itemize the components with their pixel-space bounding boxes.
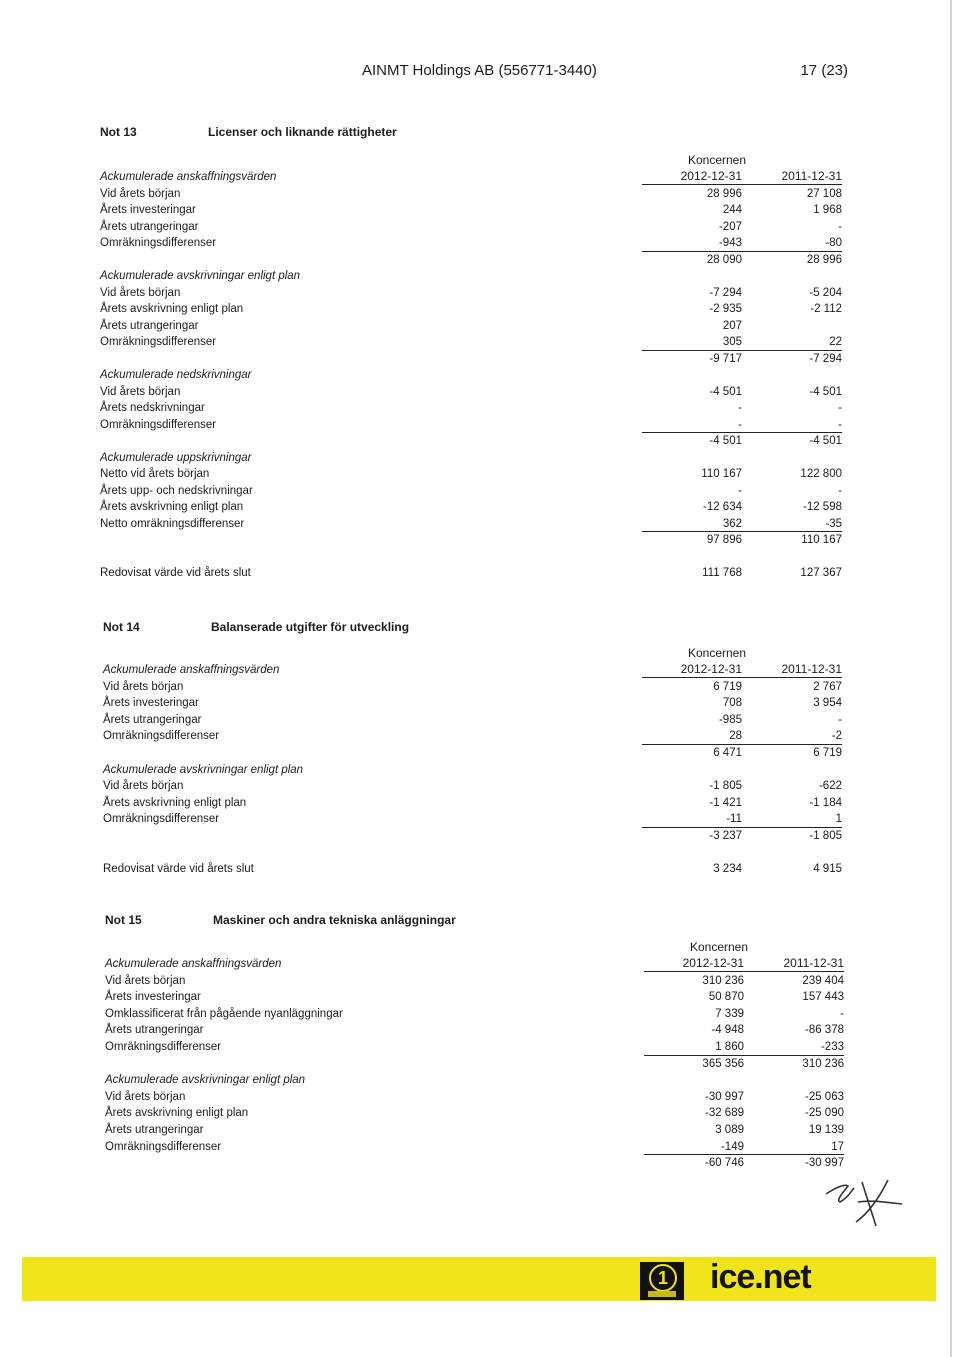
- row-label: Ackumulerade anskaffningsvärden: [100, 171, 277, 183]
- section-heading: [105, 1072, 844, 1089]
- row-label: Netto omräkningsdifferenser: [100, 517, 245, 530]
- subtotal-rule: [642, 531, 842, 532]
- brand-logo-text: ice.net: [710, 1258, 811, 1296]
- value-current-year: -: [738, 484, 742, 497]
- value-current-year: -207: [718, 220, 742, 233]
- row-label: Omräkningsdifferenser: [103, 730, 220, 743]
- table-row: [105, 1056, 844, 1073]
- row-label: Årets investeringar: [105, 991, 201, 1004]
- value-prior-year: -: [838, 484, 842, 497]
- note-title: Maskiner och andra tekniska anläggningar: [213, 913, 456, 927]
- row-label: Omräkningsdifferenser: [105, 1140, 222, 1153]
- table-row: [105, 1122, 844, 1139]
- value-current-year: 3 234: [713, 863, 742, 876]
- table-row: [100, 219, 842, 236]
- value-current-year: -30 997: [704, 1090, 744, 1103]
- value-prior-year: 6 719: [813, 747, 842, 759]
- value-current-year: 6 719: [713, 680, 742, 693]
- value-current-year: 28: [729, 730, 742, 743]
- value-prior-year: 110 167: [801, 534, 842, 546]
- value-prior-year: -35: [825, 517, 842, 530]
- table-row: [100, 252, 842, 269]
- value-current-year: -12 634: [702, 501, 742, 513]
- table-row: [103, 712, 842, 729]
- subtotal-rule: [642, 251, 842, 252]
- table-row: [100, 285, 842, 302]
- page-number: 17 (23): [800, 62, 848, 79]
- row-label: Omräkningsdifferenser: [100, 237, 217, 249]
- row-label: Redovisat värde vid årets slut: [103, 863, 254, 876]
- section-heading: [103, 662, 842, 679]
- value-prior-year: -7 294: [809, 352, 842, 365]
- table-row: [103, 845, 842, 862]
- note-title: Balanserade utgifter för utveckling: [211, 620, 410, 634]
- note-number: Not 14: [103, 620, 140, 634]
- row-label: Ackumulerade avskrivningar enligt plan: [100, 270, 301, 282]
- row-label: Omräkningsdifferenser: [105, 1041, 222, 1053]
- value-prior-year: 1 968: [813, 204, 842, 216]
- row-label: Ackumulerade avskrivningar enligt plan: [103, 763, 304, 776]
- row-label: Vid årets början: [103, 780, 184, 793]
- row-label: Omräkningsdifferenser: [100, 418, 217, 431]
- value-prior-year: 17: [831, 1140, 844, 1153]
- value-prior-year: 127 367: [800, 567, 842, 579]
- value-current-year: 28 996: [706, 187, 742, 200]
- table-row: [103, 745, 842, 762]
- value-current-year: -32 689: [704, 1107, 744, 1120]
- value-prior-year: 19 139: [808, 1124, 844, 1136]
- column-date: 2012-12-31: [682, 956, 744, 970]
- value-prior-year: 1: [835, 813, 842, 826]
- value-current-year: 6 471: [713, 747, 742, 759]
- section-heading: [103, 762, 842, 779]
- row-label: Årets utrangeringar: [100, 319, 199, 332]
- row-label: Ackumulerade nedskrivningar: [100, 369, 252, 381]
- value-prior-year: 2 767: [813, 680, 842, 693]
- value-prior-year: 22: [829, 336, 842, 348]
- value-prior-year: -: [838, 713, 842, 726]
- row-label: Vid årets början: [105, 1090, 186, 1103]
- value-current-year: 365 356: [702, 1057, 744, 1070]
- value-current-year: 1 860: [715, 1041, 744, 1053]
- table-row: [100, 186, 842, 203]
- table-row: [100, 202, 842, 219]
- value-current-year: 310 236: [702, 974, 744, 987]
- table-row: [105, 1139, 844, 1156]
- row-label: Årets utrangeringar: [103, 713, 202, 726]
- row-label: Ackumulerade avskrivningar enligt plan: [105, 1074, 306, 1087]
- row-label: Redovisat värde vid årets slut: [100, 567, 251, 579]
- value-prior-year: -1 184: [809, 796, 842, 809]
- table-row: [100, 318, 842, 335]
- row-label: Vid årets början: [105, 974, 186, 987]
- value-prior-year: -: [838, 220, 842, 233]
- group-label: Koncernen: [689, 940, 749, 954]
- row-label: Omklassificerat från pågående nyanläggningar: [105, 1007, 343, 1020]
- subtotal-rule: [644, 1055, 844, 1056]
- table-row: [100, 301, 842, 318]
- company-name: AINMT Holdings AB (556771-3440): [362, 62, 597, 79]
- row-label: Vid årets början: [103, 680, 184, 693]
- row-label: Ackumulerade anskaffningsvärden: [103, 664, 280, 676]
- value-prior-year: -80: [825, 237, 842, 249]
- row-label: Ackumulerade uppskrivningar: [100, 451, 252, 464]
- row-label: Årets nedskrivningar: [100, 402, 205, 414]
- value-current-year: 7 339: [715, 1007, 744, 1020]
- value-prior-year: -2: [831, 730, 842, 743]
- value-prior-year: -4 501: [809, 385, 842, 398]
- row-label: Omräkningsdifferenser: [100, 336, 217, 348]
- table-row: [100, 483, 842, 500]
- page-edge-line: [950, 0, 952, 1357]
- row-label: Vid årets början: [100, 385, 181, 398]
- value-prior-year: 27 108: [806, 187, 842, 200]
- signature-mark: [818, 1172, 908, 1232]
- value-prior-year: -233: [820, 1041, 844, 1053]
- logo-underline: [648, 1291, 676, 1297]
- net1-logo: [640, 1262, 684, 1300]
- table-row: [100, 466, 842, 483]
- section-heading: [105, 956, 844, 973]
- section-heading: [100, 169, 842, 186]
- value-prior-year: -86 378: [804, 1024, 844, 1037]
- row-label: Årets avskrivning enligt plan: [105, 1107, 249, 1120]
- value-current-year: -943: [718, 237, 742, 249]
- value-prior-year: 28 996: [806, 253, 842, 266]
- table-row: [100, 235, 842, 252]
- logo-digit: 1: [649, 1264, 677, 1292]
- value-current-year: 305: [722, 336, 742, 348]
- value-current-year: 362: [722, 517, 742, 530]
- column-date: 2011-12-31: [781, 169, 842, 183]
- group-label: Koncernen: [687, 153, 747, 167]
- value-current-year: -60 746: [704, 1157, 744, 1170]
- row-label: Netto vid årets början: [100, 468, 210, 480]
- table-row: [100, 417, 842, 434]
- row-label: Årets avskrivning enligt plan: [103, 796, 247, 809]
- value-current-year: 28 090: [706, 253, 742, 266]
- value-prior-year: -2 112: [810, 303, 842, 315]
- table-row: [103, 679, 842, 696]
- subtotal-rule: [642, 744, 842, 745]
- value-prior-year: 239 404: [802, 974, 844, 987]
- table-row: [105, 1039, 844, 1056]
- row-label: Årets investeringar: [100, 204, 196, 216]
- table-row: [100, 516, 842, 533]
- note-number: Not 15: [105, 913, 142, 927]
- column-date: 2011-12-31: [783, 956, 844, 970]
- section-heading: [100, 268, 842, 285]
- value-current-year: -: [738, 402, 742, 414]
- subtotal-rule: [644, 1154, 844, 1155]
- table-row: [105, 1022, 844, 1039]
- row-label: Årets investeringar: [103, 697, 199, 710]
- value-prior-year: -: [838, 402, 842, 414]
- row-label: Årets avskrivning enligt plan: [100, 303, 244, 315]
- table-row: [100, 433, 842, 450]
- value-prior-year: -25 063: [804, 1090, 844, 1103]
- value-current-year: -: [738, 418, 742, 431]
- value-prior-year: -12 598: [802, 501, 842, 513]
- value-prior-year: -: [840, 1007, 844, 1020]
- row-label: Omräkningsdifferenser: [103, 813, 220, 826]
- table-row: [105, 1089, 844, 1106]
- column-date: 2011-12-31: [781, 662, 842, 676]
- subtotal-rule: [642, 432, 842, 433]
- value-current-year: 50 870: [708, 991, 744, 1004]
- value-current-year: -7 294: [709, 286, 742, 299]
- value-prior-year: -1 805: [809, 830, 842, 842]
- row-label: Årets utrangeringar: [105, 1024, 204, 1037]
- column-date: 2012-12-31: [680, 662, 742, 676]
- table-row: [100, 400, 842, 417]
- value-current-year: -4 501: [709, 435, 742, 447]
- table-row: [103, 778, 842, 795]
- row-label: Ackumulerade anskaffningsvärden: [105, 958, 282, 970]
- row-label: Årets utrangeringar: [100, 220, 199, 233]
- table-row: [103, 795, 842, 812]
- group-label: Koncernen: [687, 646, 747, 660]
- value-prior-year: -4 501: [809, 435, 842, 447]
- table-row: [103, 728, 842, 745]
- value-current-year: -1 421: [709, 796, 742, 809]
- table-row: [100, 549, 842, 566]
- row-label: Årets avskrivning enligt plan: [100, 501, 244, 513]
- value-current-year: 97 896: [706, 534, 742, 546]
- column-date: 2012-12-31: [680, 169, 742, 183]
- table-row: [100, 499, 842, 516]
- table-row: [100, 384, 842, 401]
- section-heading: [100, 367, 842, 384]
- section-heading: [100, 450, 842, 467]
- value-current-year: 207: [722, 319, 742, 332]
- value-current-year: -4 948: [711, 1024, 744, 1037]
- value-current-year: 111 768: [702, 567, 742, 579]
- row-label: Vid årets början: [100, 187, 181, 200]
- row-label: Årets upp- och nedskrivningar: [100, 484, 253, 497]
- value-prior-year: -25 090: [804, 1107, 844, 1120]
- value-current-year: -4 501: [709, 385, 742, 398]
- table-row: [103, 811, 842, 828]
- value-prior-year: 122 800: [800, 468, 842, 480]
- note-title: Licenser och liknande rättigheter: [208, 125, 397, 139]
- value-prior-year: 3 954: [813, 697, 842, 710]
- value-prior-year: -: [838, 418, 842, 431]
- value-current-year: -1 805: [709, 780, 742, 793]
- table-row: [105, 1155, 844, 1172]
- value-current-year: 708: [722, 697, 742, 710]
- value-prior-year: -30 997: [804, 1157, 844, 1170]
- table-row: [103, 828, 842, 845]
- table-row: [105, 989, 844, 1006]
- table-row: [100, 351, 842, 368]
- table-row: [103, 695, 842, 712]
- subtotal-rule: [642, 827, 842, 828]
- value-current-year: 110 167: [701, 468, 742, 480]
- value-prior-year: -622: [818, 780, 842, 793]
- row-label: Årets utrangeringar: [105, 1124, 204, 1136]
- value-current-year: 3 089: [715, 1124, 744, 1136]
- table-row: [105, 973, 844, 990]
- value-current-year: -2 935: [709, 303, 742, 315]
- value-prior-year: 4 915: [813, 863, 842, 876]
- value-prior-year: 310 236: [802, 1057, 844, 1070]
- value-current-year: -3 237: [709, 830, 742, 842]
- value-prior-year: 157 443: [802, 991, 844, 1004]
- table-row: [100, 334, 842, 351]
- value-current-year: -149: [720, 1140, 744, 1153]
- table-row: [100, 532, 842, 549]
- subtotal-rule: [642, 350, 842, 351]
- note-number: Not 13: [100, 125, 137, 139]
- table-row: [103, 861, 842, 878]
- value-current-year: 244: [722, 204, 742, 216]
- table-row: [105, 1105, 844, 1122]
- value-current-year: -11: [726, 813, 742, 826]
- table-row: [100, 565, 842, 582]
- table-row: [105, 1006, 844, 1023]
- value-prior-year: -5 204: [809, 286, 842, 299]
- value-current-year: -985: [718, 713, 742, 726]
- row-label: Vid årets början: [100, 286, 181, 299]
- value-current-year: -9 717: [709, 352, 742, 365]
